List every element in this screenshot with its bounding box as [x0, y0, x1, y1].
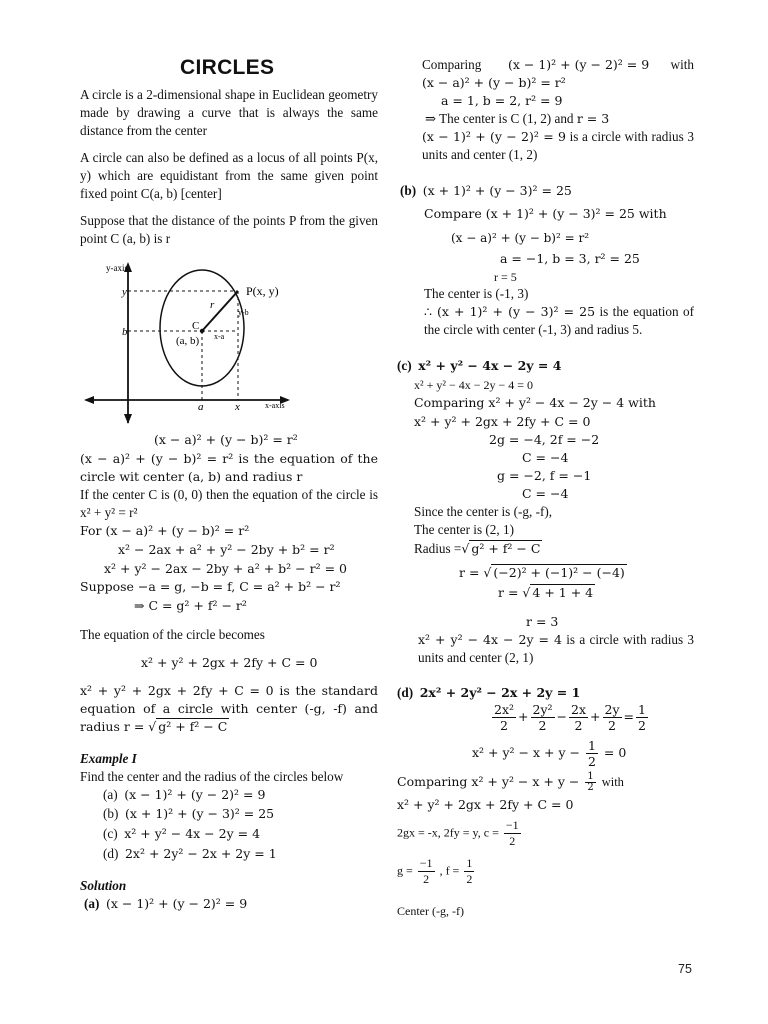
solution-c-radius-step-1: r = √ (−2)² + (−1)² − (−4)	[459, 565, 625, 580]
radius-label: Radius =	[414, 541, 462, 556]
denominator: 2	[538, 718, 547, 733]
solution-a-label: (a)	[84, 896, 100, 911]
solution-b-equation: (x + 1)² + (y − 3)² = 25	[422, 183, 572, 198]
expansion-line-2: x² + y² − 2ax − 2by + a² + b² − r² = 0	[104, 561, 347, 576]
page-title: CIRCLES	[180, 56, 275, 79]
numerator: 1	[638, 702, 646, 717]
numerator: 2y²	[532, 702, 553, 717]
r-equals: r =	[498, 585, 519, 600]
x-axis-label: x-axis	[265, 401, 285, 410]
result-equation: x² + y² − 4x − 2y = 4	[418, 632, 562, 647]
radius-value: r = 3	[576, 111, 610, 126]
numerator: 1	[587, 738, 596, 753]
x-tick-label: x	[235, 401, 240, 413]
solution-b-header	[400, 182, 572, 200]
solution-c-values-2: C = −4	[522, 450, 569, 465]
equation-description: (x − a)² + (y − b)² = r² is the equation of the circle wit center (a, b) and radius r	[80, 451, 378, 484]
result-text: is the equation of the circle with center (-1, 3) and radius 5.	[424, 304, 694, 337]
center-point	[200, 329, 204, 333]
numerator: −1	[419, 856, 433, 870]
radius-sqrt: g² + f² − C	[471, 541, 541, 556]
compare-tail: with	[601, 775, 624, 789]
example-item-equation: (x − 1)² + (y − 2)² = 9	[124, 787, 266, 802]
solution-d-coefficients	[397, 818, 523, 849]
x-minus-a-label: x-a	[214, 332, 225, 341]
denominator: 2	[608, 718, 616, 733]
compare-lead: Comparing x² + y² − x + y −	[397, 774, 580, 789]
solution-a-general-form: (x − a)² + (y − b)² = r²	[422, 75, 566, 90]
solution-a-equation: (x − 1)² + (y − 2)² = 9	[105, 896, 248, 911]
expansion-line-1: x² − 2ax + a² + y² − 2by + b² = r²	[118, 542, 335, 557]
general-equation: x² + y² + 2gx + 2fy + C = 0	[141, 655, 318, 670]
y-axis-arrow-down	[124, 414, 132, 424]
compare-equation: (x − 1)² + (y − 2)² = 9	[508, 57, 650, 72]
solution-a-center-line	[425, 110, 609, 128]
solution-b-result	[424, 303, 694, 339]
denominator: 2	[587, 782, 594, 793]
suppose-line: Suppose −a = g, −b = f, C = a² + b² − r²	[80, 579, 341, 594]
for-line: For (x − a)² + (y − b)² = r²	[80, 523, 250, 538]
denominator: 2	[638, 718, 646, 733]
result-equation: (x − 1)² + (y − 2)² = 9	[422, 129, 566, 144]
c-implication: ⇒ C = g² + f² − r²	[134, 598, 247, 613]
circle-diagram	[80, 258, 380, 426]
solution-c-equation: x² + y² − 4x − 2y = 4	[418, 358, 562, 373]
solution-b-compare: Compare (x + 1)² + (y − 3)² = 25 with	[424, 206, 667, 221]
solution-c-radius-formula: Radius =√ g² + f² − C	[414, 541, 541, 556]
example-item-equation: 2x² + 2y² − 2x + 2y = 1	[124, 846, 277, 861]
example-item-b	[103, 805, 274, 823]
example-title: Example I	[80, 751, 137, 766]
fraction	[585, 772, 595, 793]
standard-form-paragraph: x² + y² + 2gx + 2fy + C = 0 is the standard equation of a circle with center (-g, -f) and radius r = √ g² + f² − C	[80, 683, 378, 734]
f-equals: , f =	[439, 863, 460, 878]
solution-c-general-form: x² + y² + 2gx + 2fy + C = 0	[414, 414, 591, 429]
intro-paragraph-2: A circle can also be defined as a locus of all points P(x, y) which are equidistant from the same given point fixed point C(a, b) [center]	[80, 150, 378, 201]
solution-b-label: (b)	[400, 183, 417, 198]
simplified-tail: = 0	[603, 745, 627, 760]
a-tick-label: a	[198, 401, 204, 413]
denominator: 2	[423, 872, 430, 886]
intro-paragraph-1: A circle is a 2-dimensional shape in Euclidean geometry made by drawing a curve that is always the same distance from the center	[80, 87, 378, 138]
numerator: 2x	[571, 702, 587, 717]
solution-d-header	[397, 684, 580, 702]
example-item-label: (a)	[103, 787, 118, 802]
example-item-d	[103, 845, 277, 863]
point-p-label: P(x, y)	[246, 284, 279, 298]
solution-d-label: (d)	[397, 685, 414, 700]
solution-b-center: The center is (-1, 3)	[424, 286, 529, 301]
fraction	[636, 702, 648, 733]
result-equation: ∴ (x + 1)² + (y − 3)² = 25	[424, 304, 596, 319]
circle-equation-main: (x − a)² + (y − b)² = r²	[154, 432, 298, 447]
solution-b-general-form: (x − a)² + (y − b)² = r²	[451, 231, 590, 245]
solution-d-center: Center (-g, -f)	[397, 904, 464, 918]
radius-line	[202, 291, 238, 331]
solution-a-compare	[422, 56, 694, 74]
result-text: is a circle with radius 3 units and center (2, 1)	[418, 632, 694, 665]
solution-d-divided: $\frac{\text{2x²}}{2}$ + $\frac{\text{2y²}}{2}$ − $\frac{2x}{2}$ + $\frac{2y}{2}$ = $\frac{1}{2}$	[494, 702, 646, 733]
standard-radius-sqrt: g² + f² − C	[158, 719, 228, 734]
solution-d-simplified	[472, 738, 626, 769]
radius-step-sqrt: 4 + 1 + 4	[532, 585, 594, 600]
denominator: 2	[509, 834, 516, 848]
radius-label: r	[210, 299, 215, 311]
radius-step-sqrt: (−2)² + (−1)² − (−4)	[493, 565, 625, 580]
page-number: 75	[678, 962, 692, 976]
fraction	[586, 738, 598, 769]
denominator: 2	[466, 872, 473, 886]
example-item-label: (b)	[103, 806, 119, 821]
numerator: 1	[587, 771, 594, 782]
simplified-lead: x² + y² − x + y −	[472, 745, 580, 760]
result-text: is a circle with radius 3 units and center (1, 2)	[422, 129, 694, 162]
standard-form-equation: x² + y² + 2gx + 2fy + C = 0	[80, 683, 274, 698]
solution-c-values-3: g = −2, f = −1	[497, 468, 592, 483]
numerator: 2y	[604, 702, 620, 717]
g-equals: g =	[397, 863, 413, 878]
solution-c-compare: Comparing x² + y² − 4x − 2y − 4 with	[414, 395, 656, 410]
center-label: C	[192, 320, 200, 332]
fraction	[569, 702, 588, 733]
center-coords-label: (a, b)	[176, 335, 200, 347]
solution-c-center: The center is (2, 1)	[414, 522, 514, 537]
solution-c-radius-final: r = 3	[526, 614, 559, 629]
solution-d-g-f	[397, 856, 476, 887]
compare-word: Comparing	[422, 57, 482, 72]
solution-c-header	[397, 357, 561, 375]
numerator: 2x²	[494, 702, 515, 717]
y-axis-label: y-axis	[106, 263, 128, 273]
equation-becomes-text: The equation of the circle becomes	[80, 627, 265, 642]
r-equals: r =	[459, 565, 480, 580]
example-item-equation: (x + 1)² + (y − 3)² = 25	[124, 806, 275, 821]
x-axis-arrow-left	[84, 396, 94, 404]
solution-c-values-4: C = −4	[522, 486, 569, 501]
fraction	[492, 702, 516, 733]
with-word: with	[670, 57, 694, 72]
solution-c-rearranged: x² + y² − 4x − 2y − 4 = 0	[414, 378, 534, 392]
center-text: The center is C (1, 2) and	[439, 111, 574, 126]
example-item-label: (c)	[103, 826, 118, 841]
example-item-label: (d)	[103, 846, 119, 861]
solution-b-values: a = −1, b = 3, r² = 25	[500, 251, 640, 266]
y-minus-b-label: y-b	[238, 308, 249, 317]
solution-d-equation: 2x² + 2y² − 2x + 2y = 1	[419, 685, 581, 700]
intro-paragraph-3: Suppose that the distance of the points P from the given point C (a, b) is r	[80, 213, 378, 246]
fraction	[464, 856, 474, 887]
b-tick-label: b	[122, 326, 128, 338]
origin-case-text: If the center C is (0, 0) then the equation of the circle is x² + y² = r²	[80, 487, 378, 520]
denominator: 2	[574, 718, 583, 733]
solution-c-since: Since the center is (-g, -f),	[414, 504, 553, 519]
solution-d-compare	[397, 772, 624, 793]
denominator: 2	[500, 718, 508, 733]
numerator: −1	[505, 818, 519, 832]
denominator: 2	[587, 754, 596, 769]
y-tick-label: y	[122, 286, 127, 298]
example-item-c	[103, 825, 260, 843]
solution-c-values-1: 2g = −4, 2f = −2	[489, 432, 600, 447]
standard-form-text: is the standard equation of a circle with center (-g, -f) and radius r =	[80, 683, 378, 734]
solution-c-radius-step-2: r = √ 4 + 1 + 4	[498, 585, 594, 600]
coefficients-text: 2gx = -x, 2fy = y, c =	[397, 825, 499, 840]
solution-a-header	[84, 895, 247, 913]
fraction	[531, 702, 555, 733]
fraction	[504, 818, 521, 849]
example-item-a	[103, 786, 265, 804]
solution-d-general-form: x² + y² + 2gx + 2fy + C = 0	[397, 797, 574, 812]
solution-c-label: (c)	[397, 358, 412, 373]
solution-a-values: a = 1, b = 2, r² = 9	[441, 93, 563, 108]
fraction	[603, 702, 622, 733]
numerator: 1	[466, 856, 473, 870]
solution-a-result	[422, 128, 694, 164]
example-intro: Find the center and the radius of the circles below	[80, 769, 344, 784]
solution-c-result	[418, 631, 694, 667]
solution-title: Solution	[80, 878, 127, 893]
fraction	[418, 856, 435, 887]
implies-arrow: ⇒	[425, 111, 437, 126]
solution-b-radius: r = 5	[494, 270, 517, 284]
example-item-equation: x² + y² − 4x − 2y = 4	[124, 826, 261, 841]
